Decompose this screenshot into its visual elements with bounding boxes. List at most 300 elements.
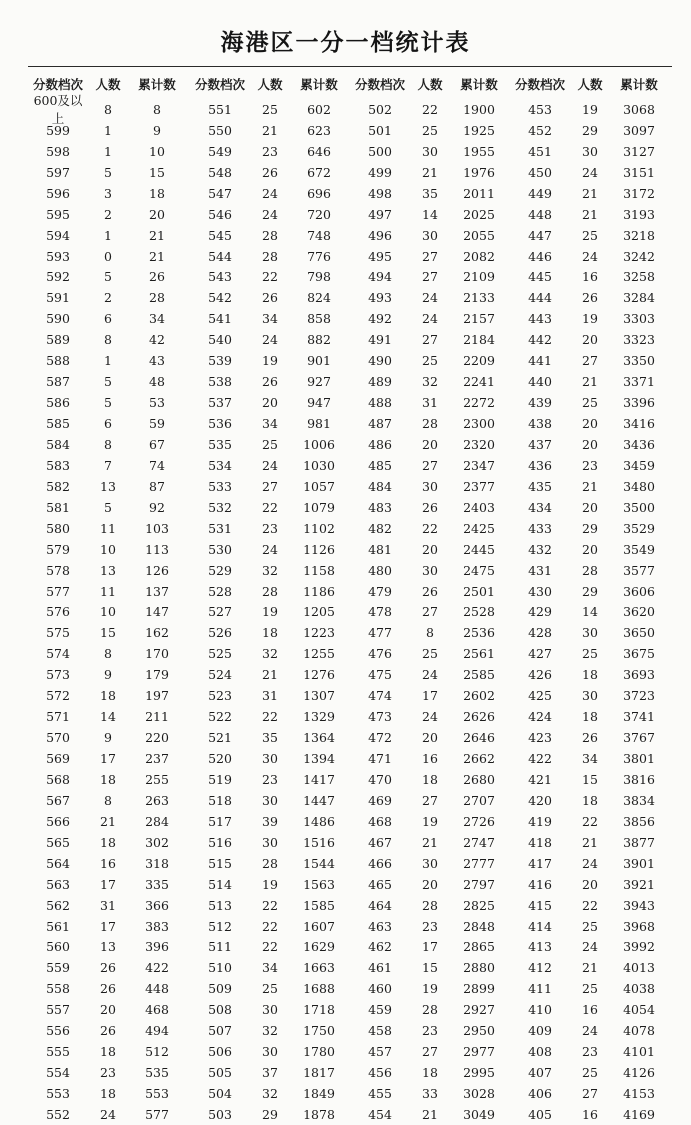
- table-row: [350, 141, 512, 162]
- table-row: [350, 622, 512, 643]
- cumulative-cell: 2561: [463, 646, 495, 662]
- count-cell: 24: [262, 457, 278, 473]
- table-row: [190, 957, 352, 978]
- cumulative-cell: 720: [307, 206, 331, 222]
- score-cell: 500: [368, 143, 392, 159]
- count-cell: 30: [422, 562, 438, 578]
- count-cell: 1: [104, 122, 112, 138]
- score-cell: 503: [208, 1106, 232, 1122]
- column-rule: [510, 66, 672, 67]
- score-cell: 467: [368, 834, 392, 850]
- cumulative-cell: 3459: [623, 457, 655, 473]
- cumulative-cell: 10: [149, 143, 165, 159]
- score-cell: 412: [528, 960, 552, 976]
- table-row: [190, 225, 352, 246]
- cumulative-cell: 1417: [303, 771, 335, 787]
- cumulative-cell: 3943: [623, 897, 655, 913]
- table-row: [28, 392, 190, 413]
- cumulative-cell: 1849: [303, 1086, 335, 1102]
- table-row: [28, 162, 190, 183]
- count-cell: 14: [100, 709, 116, 725]
- table-row: [190, 811, 352, 832]
- score-cell: 475: [368, 667, 392, 683]
- table-row: [190, 706, 352, 727]
- table-row: [28, 1104, 190, 1125]
- table-row: [510, 853, 672, 874]
- cumulative-cell: 26: [149, 269, 165, 285]
- cumulative-cell: 2927: [463, 1002, 495, 1018]
- table-row: [190, 162, 352, 183]
- table-row: [28, 895, 190, 916]
- score-cell: 424: [528, 709, 552, 725]
- score-cell: 519: [208, 771, 232, 787]
- count-cell: 24: [422, 311, 438, 327]
- table-row: [350, 204, 512, 225]
- count-cell: 18: [582, 792, 598, 808]
- count-cell: 30: [582, 688, 598, 704]
- score-cell: 423: [528, 730, 552, 746]
- cumulative-cell: 42: [149, 332, 165, 348]
- table-row: [510, 539, 672, 560]
- table-row: [350, 476, 512, 497]
- cumulative-cell: 74: [149, 457, 165, 473]
- score-cell: 565: [46, 834, 70, 850]
- table-row: [510, 476, 672, 497]
- cumulative-cell: 197: [145, 688, 169, 704]
- cumulative-cell: 179: [145, 667, 169, 683]
- cumulative-cell: 2899: [463, 981, 495, 997]
- cumulative-cell: 623: [307, 122, 331, 138]
- table-row: [190, 455, 352, 476]
- table-row: [510, 581, 672, 602]
- table-row: [510, 497, 672, 518]
- table-row: [28, 518, 190, 539]
- table-row: [510, 225, 672, 246]
- score-cell: 463: [368, 918, 392, 934]
- score-cell: 507: [208, 1023, 232, 1039]
- count-cell: 19: [422, 813, 438, 829]
- cumulative-cell: 1900: [463, 101, 495, 117]
- count-cell: 13: [100, 478, 116, 494]
- score-cell: 520: [208, 751, 232, 767]
- count-cell: 6: [104, 311, 112, 327]
- cumulative-cell: 4126: [623, 1065, 655, 1081]
- cumulative-cell: 981: [307, 416, 331, 432]
- score-cell: 527: [208, 604, 232, 620]
- count-cell: 28: [422, 1002, 438, 1018]
- cumulative-cell: 396: [145, 939, 169, 955]
- cumulative-cell: 858: [307, 311, 331, 327]
- count-cell: 8: [426, 625, 434, 641]
- count-cell: 35: [422, 185, 438, 201]
- count-cell: 1: [104, 227, 112, 243]
- score-cell: 468: [368, 813, 392, 829]
- table-row: [510, 937, 672, 958]
- count-cell: 31: [262, 688, 278, 704]
- table-row: [190, 748, 352, 769]
- count-cell: 27: [262, 478, 278, 494]
- cumulative-cell: 1629: [303, 939, 335, 955]
- score-cell: 484: [368, 478, 392, 494]
- cumulative-cell: 1447: [303, 792, 335, 808]
- table-row: [190, 183, 352, 204]
- table-column-3: [350, 66, 512, 1125]
- score-cell: 405: [528, 1106, 552, 1122]
- cumulative-cell: 577: [145, 1106, 169, 1122]
- count-cell: 0: [104, 248, 112, 264]
- table-row: [190, 937, 352, 958]
- score-cell: 539: [208, 353, 232, 369]
- table-row: [350, 329, 512, 350]
- count-cell: 24: [422, 709, 438, 725]
- score-cell: 581: [46, 499, 70, 515]
- cumulative-cell: 1102: [303, 520, 335, 536]
- count-cell: 22: [582, 897, 598, 913]
- cumulative-cell: 2445: [463, 541, 495, 557]
- cumulative-cell: 2777: [463, 855, 495, 871]
- cumulative-cell: 103: [145, 520, 169, 536]
- table-row: [190, 308, 352, 329]
- table-row: [510, 643, 672, 664]
- score-cell: 564: [46, 855, 70, 871]
- score-cell: 516: [208, 834, 232, 850]
- count-cell: 29: [582, 583, 598, 599]
- count-cell: 27: [422, 1044, 438, 1060]
- cumulative-cell: 1750: [303, 1023, 335, 1039]
- count-cell: 21: [422, 164, 438, 180]
- score-cell: 410: [528, 1002, 552, 1018]
- count-cell: 27: [422, 792, 438, 808]
- count-cell: 15: [422, 960, 438, 976]
- score-cell: 493: [368, 290, 392, 306]
- count-cell: 25: [582, 918, 598, 934]
- cumulative-cell: 3193: [623, 206, 655, 222]
- score-cell: 571: [46, 709, 70, 725]
- cumulative-cell: 9: [153, 122, 161, 138]
- cumulative-cell: 2536: [463, 625, 495, 641]
- score-cell: 588: [46, 353, 70, 369]
- count-cell: 24: [422, 667, 438, 683]
- score-cell: 570: [46, 730, 70, 746]
- table-row: [190, 99, 352, 120]
- score-cell: 460: [368, 981, 392, 997]
- count-cell: 25: [582, 227, 598, 243]
- page-title: 海港区一分一档统计表: [220, 30, 471, 56]
- count-cell: 16: [582, 1106, 598, 1122]
- score-cell: 524: [208, 667, 232, 683]
- table-row: [510, 999, 672, 1020]
- cumulative-cell: 2626: [463, 709, 495, 725]
- score-cell: 528: [208, 583, 232, 599]
- count-cell: 25: [582, 981, 598, 997]
- count-cell: 23: [262, 771, 278, 787]
- score-cell: 495: [368, 248, 392, 264]
- count-cell: 30: [262, 1002, 278, 1018]
- table-row: [350, 706, 512, 727]
- score-cell: 470: [368, 771, 392, 787]
- table-row: [190, 204, 352, 225]
- table-row: [350, 99, 512, 120]
- table-row: [28, 120, 190, 141]
- table-row: [350, 497, 512, 518]
- table-row: [510, 287, 672, 308]
- score-cell: 432: [528, 541, 552, 557]
- count-cell: 29: [262, 1106, 278, 1122]
- score-cell: 486: [368, 436, 392, 452]
- count-cell: 20: [582, 332, 598, 348]
- score-cell: 437: [528, 436, 552, 452]
- count-cell: 30: [422, 227, 438, 243]
- cumulative-cell: 2977: [463, 1044, 495, 1060]
- table-row: [350, 434, 512, 455]
- table-row: [350, 832, 512, 853]
- score-cell: 469: [368, 792, 392, 808]
- score-cell: 515: [208, 855, 232, 871]
- count-cell: 17: [422, 688, 438, 704]
- count-cell: 24: [262, 206, 278, 222]
- table-row: [510, 874, 672, 895]
- score-cell: 538: [208, 374, 232, 390]
- cumulative-cell: 1688: [303, 981, 335, 997]
- score-cell: 535: [208, 436, 232, 452]
- score-cell: 491: [368, 332, 392, 348]
- cumulative-cell: 3877: [623, 834, 655, 850]
- count-cell: 17: [422, 939, 438, 955]
- count-cell: 20: [582, 876, 598, 892]
- count-cell: 25: [262, 981, 278, 997]
- table-row: [190, 246, 352, 267]
- cumulative-cell: 3151: [623, 164, 655, 180]
- score-cell: 558: [46, 981, 70, 997]
- count-cell: 20: [582, 436, 598, 452]
- cumulative-cell: 2662: [463, 751, 495, 767]
- count-cell: 26: [582, 730, 598, 746]
- table-row: [28, 371, 190, 392]
- score-cell: 537: [208, 395, 232, 411]
- column-rule: [350, 66, 512, 67]
- score-cell: 540: [208, 332, 232, 348]
- score-cell: 478: [368, 604, 392, 620]
- score-cell: 431: [528, 562, 552, 578]
- cumulative-cell: 512: [145, 1044, 169, 1060]
- score-cell: 471: [368, 751, 392, 767]
- cumulative-cell: 3068: [623, 101, 655, 117]
- score-cell: 554: [46, 1065, 70, 1081]
- score-cell: 512: [208, 918, 232, 934]
- table-column-1: [28, 66, 190, 1125]
- count-cell: 26: [100, 960, 116, 976]
- count-cell: 15: [582, 771, 598, 787]
- score-cell: 587: [46, 374, 70, 390]
- score-cell: 502: [368, 101, 392, 117]
- table-row: [510, 392, 672, 413]
- score-cell: 407: [528, 1065, 552, 1081]
- score-cell: 506: [208, 1044, 232, 1060]
- count-cell: 22: [422, 101, 438, 117]
- table-row: [350, 999, 512, 1020]
- cumulative-cell: 2011: [463, 185, 495, 201]
- table-row: [510, 769, 672, 790]
- score-cell: 411: [528, 981, 552, 997]
- score-cell: 582: [46, 478, 70, 494]
- score-cell: 529: [208, 562, 232, 578]
- score-cell: 425: [528, 688, 552, 704]
- count-cell: 22: [262, 499, 278, 515]
- count-cell: 30: [422, 855, 438, 871]
- count-cell: 21: [262, 667, 278, 683]
- count-cell: 24: [422, 290, 438, 306]
- count-cell: 32: [262, 1023, 278, 1039]
- cumulative-cell: 901: [307, 353, 331, 369]
- score-cell: 497: [368, 206, 392, 222]
- cumulative-cell: 3856: [623, 813, 655, 829]
- header-score: 分数档次: [194, 77, 245, 92]
- cumulative-cell: 2680: [463, 771, 495, 787]
- count-cell: 7: [104, 457, 112, 473]
- count-cell: 24: [262, 541, 278, 557]
- score-cell: 598: [46, 143, 70, 159]
- score-cell: 490: [368, 353, 392, 369]
- cumulative-cell: 3028: [463, 1086, 495, 1102]
- table-row: [190, 1062, 352, 1083]
- count-cell: 25: [422, 353, 438, 369]
- cumulative-cell: 2848: [463, 918, 495, 934]
- table-row: [28, 246, 190, 267]
- count-cell: 28: [262, 248, 278, 264]
- cumulative-cell: 1030: [303, 457, 335, 473]
- table-row: [350, 727, 512, 748]
- cumulative-cell: 1126: [303, 541, 335, 557]
- score-cell: 466: [368, 855, 392, 871]
- count-cell: 29: [582, 122, 598, 138]
- cumulative-cell: 3500: [623, 499, 655, 515]
- table-row: [510, 413, 672, 434]
- count-cell: 5: [104, 499, 112, 515]
- cumulative-cell: 776: [307, 248, 331, 264]
- count-cell: 24: [582, 164, 598, 180]
- header-count: 人数: [417, 77, 443, 92]
- count-cell: 24: [582, 248, 598, 264]
- table-row: [28, 497, 190, 518]
- table-row: [510, 622, 672, 643]
- cumulative-cell: 2825: [463, 897, 495, 913]
- table-row: [28, 141, 190, 162]
- count-cell: 21: [262, 122, 278, 138]
- score-cell: 580: [46, 520, 70, 536]
- count-cell: 23: [582, 457, 598, 473]
- score-cell: 488: [368, 395, 392, 411]
- table-row: [510, 811, 672, 832]
- table-row: [28, 539, 190, 560]
- cumulative-cell: 147: [145, 604, 169, 620]
- table-row: [350, 455, 512, 476]
- count-cell: 25: [582, 1065, 598, 1081]
- table-row: [510, 895, 672, 916]
- score-cell: 543: [208, 269, 232, 285]
- table-row: [510, 434, 672, 455]
- cumulative-cell: 3303: [623, 311, 655, 327]
- cumulative-cell: 3436: [623, 436, 655, 452]
- score-cell: 508: [208, 1002, 232, 1018]
- count-cell: 17: [100, 918, 116, 934]
- table-row: [190, 727, 352, 748]
- cumulative-cell: 2347: [463, 457, 495, 473]
- cumulative-cell: 48: [149, 374, 165, 390]
- count-cell: 32: [262, 562, 278, 578]
- table-row: [350, 371, 512, 392]
- cumulative-cell: 335: [145, 876, 169, 892]
- score-cell: 513: [208, 897, 232, 913]
- count-cell: 21: [582, 960, 598, 976]
- score-cell: 435: [528, 478, 552, 494]
- cumulative-cell: 3693: [623, 667, 655, 683]
- score-cell: 498: [368, 185, 392, 201]
- cumulative-cell: 366: [145, 897, 169, 913]
- count-cell: 17: [100, 751, 116, 767]
- score-cell: 531: [208, 520, 232, 536]
- score-cell: 586: [46, 395, 70, 411]
- cumulative-cell: 3968: [623, 918, 655, 934]
- table-row: [28, 790, 190, 811]
- score-cell: 448: [528, 206, 552, 222]
- cumulative-cell: 284: [145, 813, 169, 829]
- cumulative-cell: 170: [145, 646, 169, 662]
- score-cell: 457: [368, 1044, 392, 1060]
- cumulative-cell: 2157: [463, 311, 495, 327]
- score-cell: 544: [208, 248, 232, 264]
- table-row: [510, 560, 672, 581]
- count-cell: 28: [422, 416, 438, 432]
- table-row: [350, 811, 512, 832]
- table-row: [28, 622, 190, 643]
- cumulative-cell: 947: [307, 395, 331, 411]
- score-cell: 599: [46, 122, 70, 138]
- count-cell: 5: [104, 164, 112, 180]
- score-cell: 494: [368, 269, 392, 285]
- table-row: [190, 267, 352, 288]
- score-cell: 464: [368, 897, 392, 913]
- score-cell: 422: [528, 751, 552, 767]
- count-cell: 16: [100, 855, 116, 871]
- count-cell: 20: [422, 876, 438, 892]
- column-header: [350, 73, 512, 95]
- cumulative-cell: 1607: [303, 918, 335, 934]
- count-cell: 25: [422, 122, 438, 138]
- score-cell: 572: [46, 688, 70, 704]
- score-cell: 556: [46, 1023, 70, 1039]
- table-row: [190, 832, 352, 853]
- cumulative-cell: 422: [145, 960, 169, 976]
- count-cell: 18: [422, 771, 438, 787]
- score-cell: 576: [46, 604, 70, 620]
- cumulative-cell: 21: [149, 248, 165, 264]
- table-row: [510, 1062, 672, 1083]
- count-cell: 23: [422, 1023, 438, 1039]
- count-cell: 21: [422, 834, 438, 850]
- count-cell: 30: [582, 143, 598, 159]
- score-cell: 525: [208, 646, 232, 662]
- table-row: [190, 895, 352, 916]
- count-cell: 1: [104, 353, 112, 369]
- table-row: [28, 434, 190, 455]
- table-row: [28, 329, 190, 350]
- count-cell: 30: [422, 143, 438, 159]
- score-cell: 555: [46, 1044, 70, 1060]
- score-cell: 450: [528, 164, 552, 180]
- score-cell: 505: [208, 1065, 232, 1081]
- cumulative-cell: 3620: [623, 604, 655, 620]
- score-cell: 548: [208, 164, 232, 180]
